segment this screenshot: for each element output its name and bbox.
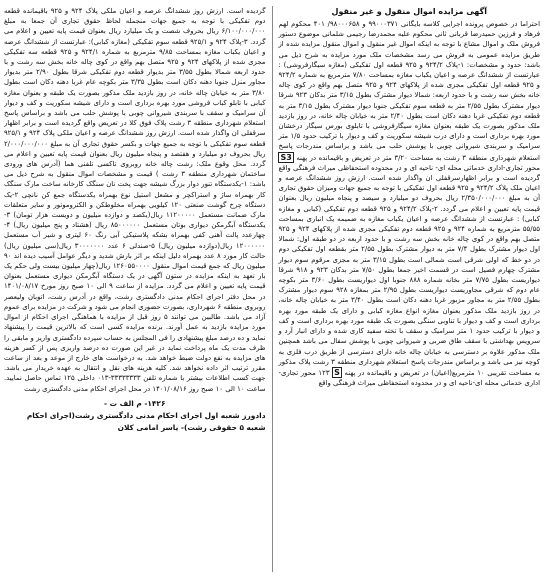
zone-box-s3: S3 [280,152,292,162]
signature-line-1: دادورز شعبه اول اجرای احکام مدنی دادگستری رشت(اجرای احکام [26,410,266,420]
notice-columns [4,6,540,572]
zone-box-s: S [334,367,340,377]
notice-footer [4,398,266,434]
right-column-text [278,19,540,388]
column-divider [272,6,273,572]
notice-heading: آگهی مزایده اموال منقول و غیر منقول [331,7,487,16]
right-column [274,6,540,572]
right-para-2: محور تجاری-اداری خدماتی محله ای- ناحیه ای و در محدوده استحفاظی میراث فرهنگی واقع گردیده است و برابر اظهارسرقفلی ان واگذار شده است. ارزش روز ششدانگ عرصه و اعیان ملک پلاک ۹۲۴/۲ و ۹۲۵ قطعه اول تفکیکی با توجه به جمیع جهات ومیزان حقوق تجاری آن به مبلغ ۲/۳۵۰/۰۰۰/۰۰۰ ریال بحروف دو میلیارد و سیصد و پنجاه میلیون ریال بعنوان قیمت پایه تعیین و اعلام می گردد. ۲-پلاک ۹۲۴/۲ و ۹۲۵ قطعه دوم تفکیکی (کبابی و مغازه کبابی) : عبارتست از ششدانگ عرصه و اعیان یکباب مغازه به ضمیمه یک انباری بمساحت ۵۵/۵۵ مترمربع به شماره ۹۲۴ و ۹۲۵ قطعه دوم تفکیکی مجزی شده از پلاکهای ۹۲۴ و ۹۲۵ متصل بهم واقع در کوی چاله خانه بخش سه رشت و با حدود اربعه در دو طبقه اول: شمالا اول دیوار مشترک بطول ۷/۴ متر به دیوار مشترک بطول ۲/۵۵ متر بقطعه اول تفکیکی دوم در دو خط که اولی شرقی است شمالی است بطول ۳/۱۵ متر به مجزی مرقوم سوم دیوار مشترک چهارم فصیل است در قسمت اخیر جمعا بطول ۷/۵۰ متر بدکان ۹۲۳ و ۹۱۸ شرقا دیواریست بطول ۷/۷۵ متر بخانه شماره ۸۸۸ جنوبا اول دیواریست بطول ۳/۶۰ متر بکوچه عام دوم که شرقی مجاوریست دیواریست بطول ۲/۹۵ متر بمغازه ۹۲۸ سوم دیوار مشترک بطول ۲/۵۵ متر به مجاور مزبور غربا دهنه دکان است بطول ۳/۴۰ متر به خیابان چاله خانه، در روز بازدید ملک مذکور بعنوان مغازه انواع مغازه کبابی و دارای یک طبقه مورد بهره برداری است و کف و دیوار با تناوبی سنگی بصورت یک طبقه مورد بهره برداری است و کف و دیوار با ترکیب حدود ۱ متر سرامیک و سقف با تخته سفید کاری شده و دارای انبار آرد و سرویس بهداشتی با سقف طاق ضربی و شیروانی چوبی با پوشش سفال می باشد همچنین ملک مذکور علاوه بر دسترسی به خیابان چاله خانه دارای دسترسی از طریق درب فلزی به کوچه نیز می باشد و براساس مندرجات پاسخ استعلام شهرداری منطقه ۳ رشت پلاک مذکور به مساحت تقریبی ۱۰ مترمربع(اعیان) در تعریض و باقیمانده در پهنه [278,163,540,377]
right-para-3: ۱۲۳ محور تجاری-اداری خدماتی محله ای-ناحیه ای و در محدوده استحفاظی میراث فرهنگی واقع [278,368,540,388]
left-para-1: گردیده است. ارزش روز ششدانگ عرصه و اعیان ملکی پلاک ۹۲۴ و ۹۲۵ باقیمانده قطعه دوم تفکیکی با توجه به جمیع جهات منجمله لحاظ حقوق تجاری آن جمعا به مبلغ ۶/۱۰۰/۰۰۰/۰۰۰ ریال بحروف شصت و یک میلیارد ریال بعنوان قیمت پایه تعیین و اعلام می گردد. ۳-پلاک ۹۲۴ و ۹۲۵/۱ قطعه سوم تفکیکی (مغازه کبابی): عبارتست از ششدانگ عرصه و اعیان یکباب مغازه بمساحت ۹/۸۵ مترمربع به شماره ۹۲۴/۱ و ۹۲۵ قطعه سه تفکیکی مجزی شده از پلاکهای ۹۲۴ و ۹۲۵ متصل بهم واقع در کوی چاله خانه بخش سه رشت و با حدود اربعه شمالا بطول ۳/۵۵ متر بدیوار قطعه دوم تفکیکی شرقا بطول ۲/۹۰ متر بدیوار مجاور منزل جنوبا دهنه دکان است بطول ۳/۳۵ متر بکوچه عام غربا دهنه دکان است بطول ۳/۸۰ متر به خیابان چاله خانه، در روز بازدید ملک مذکور بصورت یک طبقه و بعنوان مغازه کبابی با تابلو کباب فروشی مورد بهره برداری است و دارای شیشه سکوریت و کف و دیوار آن سرامیک و سقف با سربندی شیروانی چوبی با پوشش حلب می باشد و براساس پاسخ استعلام شهرداری منطقه ۳ رشت پلاک فوق کلا در تعریض واقع گردیده است و برابر اظهار سرقفلی ان واگذار شده است. ارزش روز ششدانگ عرصه و اعیان ملکی پلاک ۹۲۴ و ۹۲۵/۱ قطعه سوم تفکیکی با توجه به جمیع جهات و بکسر حقوق تجاری آن به مبلغ ۲/۰۰۰/۰۰۰/۰۰۰ ریال بحروف دو میلیارد و هفتصد و پنجاه میلیون ریال بعنوان قیمت پایه تعیین و اعلام می گردد. محل وقوع ملک: رشت چاله خانه روبروی تاکسی تلفنی هما (آدرس های ورودی ساختمان شهرداری منطقه ۳ رشت ) قیمت و مشخصات اموال منقول به شرح ذیل می باشد: ۱-یکدستگاه تنور دوار بزرگ شیشه جهت پخت نان سنگک کارخانه ساخت مارک سنگک کار بهمراه ساژ و استراکچر و مشعل استیل نوع بهمراه یکدستگاه جمع کن نانچی ۲-یک دستگاه چرخ گوشت صنعتی ۱۲۰ کیلویی بهمراه مخلوطکن و الکتروموتور و سایر متعلقات مارک ضمانت مستعمل ۱۱۲۰۰۰۰۰ ریال(یکصد و دوازده میلیون و دویست هزار تومان) ۳-یکدستگاه آبگرمکن دیواری بوتان مستعمل ۸۵۰۰۰۰۰۰ ریال (هشتاد و پنج میلیون ریال) ۴-چهارعدد پالت آهنی کفی بهمراه بشکه پلاستیکی آبی رنگ ۶۰ لیتری و شیر آب مستعمل ۱۲۰۰۰۰۰۰ ریال(دوازده میلیون ریال) ۵-صندلی ۶ عدد ۳۰۰۰۰۰۰۰ ریال(سی میلیون ریال) حالت کار مورد ۸ عدد بهمراه دلیل اینکه بر اثر بارش شدید و دیگر عوامل آسیب دیده اند ۹۰ میلیون ریال که جمع قیمت اموال منقول ۱۲۶۰۵۵۰۰۰۰ ریال(چهار میلیون بیست ولی حکم یک بار تعهد به اینکه مزایده در ستون آگهی در یک دستگاه آبگرمکن دیواری مستعمل بعنوان قیمت پایه تعیین و اعلام می گردد. مزایده از ساعت ۹ الی ۱۰ صبح روز مورخ ۱۴۰۱/۰۸/۱۷ در محل دفتر اجرای احکام مدنی دادگستری رشت، واقع در آدرس رشت، اتوبان ولیعصر روبروی منطقه ۶ شهرداری، بصورت حضوری انجام می شود و شرکت در مزایده برای عموم آزاد می باشد. طالبین می توانند ۵ روز قبل از مزایده با هماهنگی اجرای احکام از اموال مورد مزایده بازدید به عمل آورند. برنده مزایده کسی است که بالاترین قیمت را پیشنهاد نماید و ده درصد مبلغ پیشنهادی را فی المجلس به حساب سپرده دادگستری واریز و مابقی را ظرف مدت یک ماه پرداخت نماید در غیر این صورت ده درصد واریزی پس از کسر هزینه های مزایده به نفع دولت ضبط خواهد شد. به درخواست های خارج از موعد و بعد از ساعت مقرر ترتیب اثر داده نخواهد شد. کلیه هزینه های نقل و انتقال به عهده خریدار می باشد. جهت کسب اطلاعات بیشتر با شماره تلفن ۳۳۳۳۳۳۳۳-۰۱۳ داخلی ۱۲۵ تماس حاصل نمایید. ساعت ۱۰ الی ۱۰ صبح روز ۱۴۰۱/۰۸/۱۶ در محل اجرای احکام مدنی دادگستری رشت [3,7,266,393]
right-para-1: احتراما در خصوص پرونده اجرایی کلاسه بایگانی ۹۹۰۰۰۳۷۱ و ۹۸۰۰۰۶۵۸/ ۴۰۱ محکوم لهم فرهاد و فرزین حمیدرضا قربانی ثانی محکوم علیه محمدرضا رجیمی شلمانی موضوع دستور فروش ملک و اموال مشاع با توجه به اینکه اموال غیر منقول و اموال منقول مزایده شده از طریق مزایده عمومی به فروش می رسد مشخصات ملک مورد مزایده به شرح ذیل می باشد: حدود و مشخصات: ۱-پلاک ۹۲۴/۲ و ۹۲۵ قطعه اول تفکیکی (مغازه سیگارفروشی) : عبارتست از ششدانگ عرصه و اعیان یکباب مغازه بمساحت ۷/۸۰ مترمربع به شماره ۹۲۴/۲ و ۹۲۵ قطعه اول تفکیکی مجزی شده از پلاکهای ۹۲۴ و ۹۲۵ متصل بهم واقع در کوی چاله خانه بخش سه رشت و با حدود اربعه: شمالا دیوار مشترک بطول ۳/۱۵ متر بدکان ۹۲۳ شرقا دیوار مشترک بطول ۲/۵۵ متر به قطعه سوم تفکیکی جنوبا دیوار مشترک بطول ۳/۱۵ متر به قطعه دوم تفکیکی غربا دهنه دکان است بطول ۲/۴۰ متر به خیابان چاله خانه، در روز بازدید ملک مذکور بصورت یک طبقه بعنوان مغازه سیگارفروشی با تابلوی بورس سیگار درخشان مورد بهره برداری است و دارای درب شیشه سکوریت و کف و دیوار با ترکیب حدود ۱/۵ متر سرامیک و سربندی شیروانی چوبی با پوشش حلب می باشد و براساس مندرجات پاسخ استعلام شهرداری منطقه ۳ رشت به مساحت ۳/۲۰ متر در تعریض و باقیمانده در پهنه [278,20,540,162]
notice-code: ۱۴۲۶- م الف ت - [104,398,166,408]
left-column [4,6,270,572]
signature-line-2: شعبه ۵ حقوقی رشت)- یاسر امامی کلان [117,422,266,432]
